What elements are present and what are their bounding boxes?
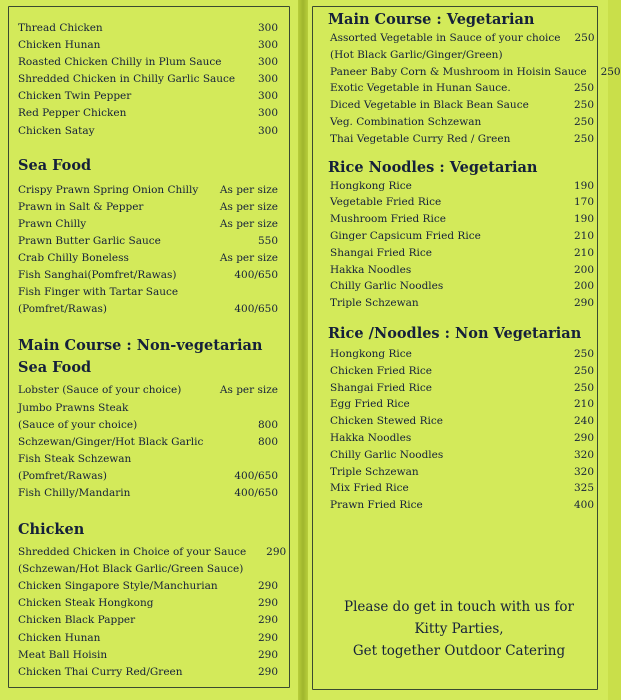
menu-item-name: Chicken Satay — [18, 124, 95, 137]
menu-item-price: 250 — [573, 364, 594, 377]
menu-item-price: 400/650 — [234, 269, 278, 282]
menu-item-price: 250 — [600, 65, 621, 78]
menu-item-price: 210 — [573, 246, 594, 259]
right-border-frame — [312, 6, 598, 690]
rice-veg-heading: Rice Noodles : Vegetarian — [328, 158, 538, 176]
menu-item-name: Shredded Chicken in Choice of your Sauce — [18, 546, 247, 559]
menu-item-name: Fish Chilly/Mandarin — [18, 486, 131, 499]
menu-item-name: Assorted Vegetable in Sauce of your choice — [330, 32, 561, 44]
menu-item-price: 300 — [257, 90, 278, 103]
chicken-heading: Chicken — [18, 521, 85, 539]
menu-item-price: 550 — [257, 234, 278, 247]
menu-item-price: 300 — [257, 73, 278, 86]
menu-item-name: Jumbo Prawns Steak — [18, 401, 129, 414]
menu-item-price: As per size — [219, 252, 278, 265]
menu-item-name: Hongkong Rice — [330, 179, 412, 192]
menu-item-price: 190 — [573, 213, 594, 226]
menu-item-name: Chilly Garlic Noodles — [330, 280, 444, 293]
menu-item-name: Roasted Chicken Chilly in Plum Sauce — [18, 56, 222, 69]
menu-item-name: Chilly Garlic Noodles — [330, 448, 444, 461]
menu-item-name: Shangai Fried Rice — [330, 381, 432, 394]
menu-item-price: 290 — [257, 614, 278, 627]
menu-item-name: Chicken Fried Rice — [330, 364, 433, 377]
menu-item-price: 320 — [573, 448, 594, 461]
menu-item-price: 300 — [257, 56, 278, 69]
menu-item-name: (Hot Black Garlic/Ginger/Green) — [330, 48, 503, 61]
main-veg-heading: Main Course : Vegetarian — [328, 11, 535, 28]
menu-item-name: Prawn Butter Garlic Sauce — [18, 234, 161, 247]
menu-item-price: 300 — [257, 39, 278, 52]
menu-item-price: 320 — [573, 465, 594, 478]
menu-item-price: 250 — [574, 32, 595, 44]
main-sea-food-heading: Sea Food — [18, 359, 92, 377]
menu-item-name: Meat Ball Hoisin — [18, 648, 108, 661]
left-border-frame — [8, 6, 290, 688]
catering-line-3: Get together Outdoor Catering — [352, 643, 566, 659]
menu-item-name: Chicken Hunan — [18, 631, 101, 644]
menu-item-name: Chicken Hunan — [18, 39, 101, 52]
menu-item-name: Diced Vegetable in Black Bean Sauce — [330, 99, 529, 112]
menu-item-price: 250 — [573, 381, 594, 394]
menu-item-name: Veg. Combination Schzewan — [330, 115, 482, 128]
catering-line-1: Please do get in touch with us for — [344, 599, 574, 615]
menu-item-name: Shangai Fried Rice — [330, 246, 432, 259]
menu-item-name: Crab Chilly Boneless — [18, 252, 129, 265]
menu-item-price: As per size — [219, 200, 278, 213]
menu-fold — [298, 0, 308, 700]
menu-item-name: Exotic Vegetable in Hunan Sauce. — [330, 82, 511, 95]
menu-item-name: Lobster (Sauce of your choice) — [18, 384, 182, 397]
menu-item-name: Fish Sanghai(Pomfret/Rawas) — [18, 269, 177, 282]
menu-item-price: 400/650 — [234, 303, 278, 316]
menu-item-name: Triple Schzewan — [330, 465, 419, 478]
menu-item-name: Vegetable Fried Rice — [330, 196, 442, 209]
sea-food-heading: Sea Food — [18, 156, 92, 174]
menu-item-name: Schzewan/Ginger/Hot Black Garlic — [18, 435, 204, 448]
menu-item-price: 290 — [257, 631, 278, 644]
catering-line-2: Kitty Parties, — [414, 621, 504, 637]
menu-item-name: Fish Finger with Tartar Sauce — [18, 286, 179, 299]
menu-item-price: 400/650 — [234, 486, 278, 499]
menu-item-price: 300 — [257, 22, 278, 34]
rice-nonveg-heading: Rice /Noodles : Non Vegetarian — [328, 324, 582, 342]
catering-note — [318, 596, 600, 662]
menu-item-price: 800 — [257, 418, 278, 431]
menu-item-price: 240 — [573, 415, 594, 428]
menu-item-price: 250 — [573, 132, 594, 145]
menu-item-name: Hongkong Rice — [330, 347, 412, 360]
menu-item-price: 170 — [573, 196, 594, 209]
menu-item-name: Fish Steak Schzewan — [18, 452, 132, 465]
menu-item-name: Chicken Steak Hongkong — [18, 597, 154, 610]
menu-item-price: As per size — [219, 183, 278, 196]
menu-item-price: 290 — [257, 648, 278, 661]
menu-item-price: 250 — [573, 115, 594, 128]
menu-item-name: Ginger Capsicum Fried Rice — [330, 229, 481, 242]
menu-item-name: Prawn Fried Rice — [330, 499, 423, 512]
menu-item-name: Thai Vegetable Curry Red / Green — [330, 132, 511, 145]
menu-item-price: 290 — [257, 597, 278, 610]
menu-item-name: (Pomfret/Rawas) — [18, 303, 108, 316]
menu-item-price: 200 — [573, 280, 594, 293]
menu-item-price: 290 — [573, 431, 594, 444]
menu-item-name: Chicken Singapore Style/Manchurian — [18, 580, 218, 593]
menu-item-name: Chicken Stewed Rice — [330, 415, 443, 428]
menu-item-name: Thread Chicken — [18, 22, 103, 34]
menu-item-name: Mushroom Fried Rice — [330, 213, 446, 226]
menu-item-price: 325 — [573, 482, 594, 495]
menu-item-price: 290 — [257, 580, 278, 593]
menu-item-name: Hakka Noodles — [330, 431, 412, 444]
menu-item-price: 400/650 — [234, 469, 278, 482]
menu-item-price: As per size — [219, 217, 278, 230]
menu-item-name: Paneer Baby Corn & Mushroom in Hoisin Sauce — [330, 65, 587, 78]
menu-item-name: (Schzewan/Hot Black Garlic/Green Sauce) — [18, 563, 244, 576]
menu-item-name: Chicken Thai Curry Red/Green — [18, 665, 183, 678]
menu-item-name: Chicken Black Papper — [18, 614, 136, 627]
menu-item-price: 290 — [257, 665, 278, 678]
menu-item-name: Red Pepper Chicken — [18, 107, 127, 120]
menu-item-price: 250 — [573, 99, 594, 112]
menu-item-price: 300 — [257, 107, 278, 120]
main-nonveg-heading: Main Course : Non-vegetarian — [18, 337, 263, 355]
menu-item-price: 210 — [573, 398, 594, 411]
menu-item-price: 400 — [573, 499, 594, 512]
menu-item-price: As per size — [219, 384, 278, 397]
menu-item-name: Chicken Twin Pepper — [18, 90, 132, 103]
menu-item-name: Hakka Noodles — [330, 263, 412, 276]
menu-item-name: Triple Schzewan — [330, 297, 419, 310]
menu-item-price: 190 — [573, 179, 594, 192]
menu-item-name: Mix Fried Rice — [330, 482, 409, 495]
menu-item-price: 210 — [573, 229, 594, 242]
menu-item-price: 290 — [266, 546, 287, 559]
menu-item-name: Prawn Chilly — [18, 217, 87, 230]
menu-item-price: 800 — [257, 435, 278, 448]
menu-item-price: 250 — [573, 347, 594, 360]
menu-item-name: (Sauce of your choice) — [18, 418, 138, 431]
menu-item-name: Shredded Chicken in Chilly Garlic Sauce — [18, 73, 236, 86]
menu-item-name: Prawn in Salt & Pepper — [18, 200, 144, 213]
menu-item-price: 300 — [257, 124, 278, 137]
menu-item-price: 250 — [573, 82, 594, 95]
menu-item-price: 290 — [573, 297, 594, 310]
menu-item-name: Crispy Prawn Spring Onion Chilly — [18, 183, 199, 196]
menu-item-price: 200 — [573, 263, 594, 276]
menu-item-name: Egg Fried Rice — [330, 398, 410, 411]
menu-item-name: (Pomfret/Rawas) — [18, 469, 108, 482]
